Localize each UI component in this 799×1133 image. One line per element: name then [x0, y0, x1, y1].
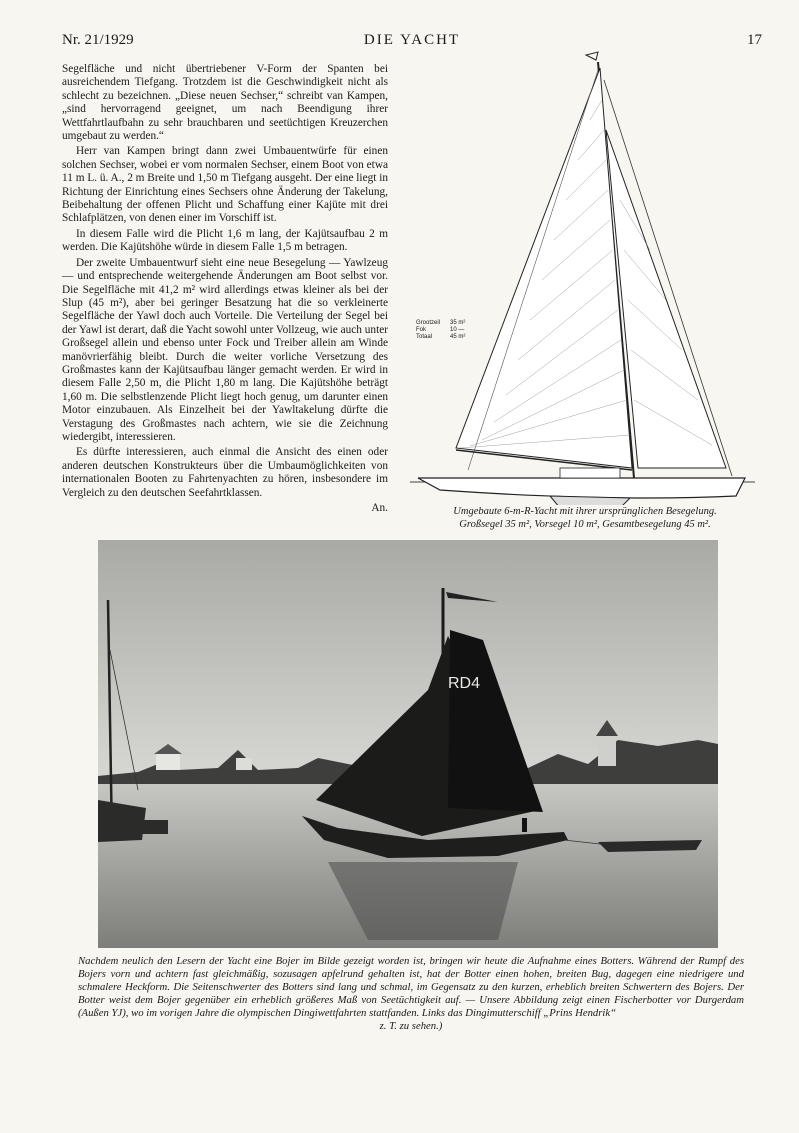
pennant [586, 52, 598, 60]
church-tower [598, 736, 616, 766]
cabin [560, 468, 620, 478]
article-paragraph: Der zweite Umbauentwurf sieht eine neue Besegelung — Yawlzeug — und entsprechende weitergehende Änderungen am Boot selbst vor. Die Segelfläche mit 41,2 m² wird allerdings etwas kleiner als bei der Slup (45 m²), aber bei geringer Besatzung hat die so verkleinerte Segelfläche der Yawl doch auch Vorteile. Die Verteilung der Segel bei der Yawl ist derart, daß die Yacht sowohl unter Vollzeug, wie auch unter Großsegel allein und ebenso unter Fock und Treiber allein am Winde manövrierfähig bleibt. Durch die weiter vorliche Versetzung des Großmastes kann der Kajütsaufbau länger gemacht werden. Er wird in diesem Falle 2,50 m, die Plicht 1,80 m lang. Die Kajütshöhe beträgt 1,60 m. Die selbstlenzende Plicht liegt hoch genug, um darunter einen Motor einzubauen. Als Einzelheit bei der Yawltakelung dürfte die Verstagung des Großmastes nach achtern, wie sie die Zeichnung wiedergibt, interessieren. [62, 256, 388, 443]
botter-photo [98, 540, 718, 948]
house [236, 758, 252, 770]
legend-row: Totaal 45 m² [416, 334, 466, 340]
sail-plan-drawing [410, 50, 760, 505]
legend-row: Grootzeil 35 m² [416, 320, 466, 326]
sail-number: RD4 [448, 675, 481, 692]
botter-photo-svg [98, 540, 718, 948]
house [156, 754, 180, 770]
crew-figure [522, 818, 527, 832]
article-signature: An. [371, 502, 388, 514]
small-boat [142, 820, 168, 834]
article-paragraph: Herr van Kampen bringt dann zwei Umbauentwürfe für einen solchen Sechser, wobei er vom normalen Sechser, einem Boot von etwa 11 m L. ü. A., 2 m Breite und 1,50 m Tiefgang ausgeht. Der eine liegt in Richtung der Einrichtung eines Sechsers ohne Änderung der Takelung, Beibehaltung der offenen Plicht und Schaffung einer Kajüte mit drei Schlafplätzen, von denen einer im Vorschiff ist. [62, 145, 388, 225]
sail-area-legend [416, 320, 465, 341]
magazine-title: DIE YACHT [363, 32, 461, 48]
sail-plan-svg [410, 50, 760, 505]
hull [418, 478, 745, 498]
article-paragraph: Es dürfte interessieren, auch einmal die Ansicht des einen oder anderen deutschen Konstrukteurs über die Umbaumöglichkeiten von internationalen Booten zu Fahrtenyachten zu hören, insbesondere im Vergleich zu den deutschen Seefahrtklassen. [62, 446, 388, 499]
article-paragraph: Segelfläche und nicht übertriebener V-Form der Spanten bei ausreichendem Tiefgang. Trotzdem ist die Geschwindigkeit nicht als schlecht zu bezeichnen. „Diese neuen Sechser,“ schreibt van Kampen, „sind hervorragend geeignet, um nach Beendigung ihrer Wettfahrtlaufbahn zu sehr brauchbaren und seetüchtigen Kreuzerchen umgebaut zu werden.“ [62, 63, 388, 143]
legend-row: Fok 10 — [416, 327, 465, 333]
keel [550, 496, 630, 505]
photo-caption: Nachdem neulich den Lesern der Yacht eine Bojer im Bilde gezeigt worden ist, bringen wir heute die Aufnahme eines Botters. Während der Rumpf des Bojers vorn und achtern fast gleichmäßig, sozusagen apfelrund gehalten ist, hat der Botter einen hohen, breiten Bug, dagegen eine niedrigere und schmalere Heckform. Die Seitenschwerter des Botters sind lang und schmal, im Gegensatz zu den kurzen, erheblich breiten Schwertern des Bojers. Der Botter weist dem Bojer gegenüber ein erheblich größeres Maß von Seetüchtigkeit auf. — Unsere Abbildung zeigt einen Fischerbotter vor Durgerdam (Außen YJ), wo im vorigen Jahre die olympischen Dingiwettfahrten stattfanden. Links das Dingimutterschiff „Prins Hendrik“ z. T. zu sehen.) [78, 955, 744, 1032]
article-paragraph: In diesem Falle wird die Plicht 1,6 m lang, der Kajütsaufbau 2 m werden. Die Kajütshöhe würde in diesem Falle 1,5 m betragen. [62, 227, 388, 254]
towed-dinghy [598, 840, 702, 852]
page-header [62, 32, 762, 52]
page-number: 17 [747, 32, 762, 48]
mainsail [456, 68, 632, 468]
drawing-caption: Umgebaute 6-m-R-Yacht mit ihrer ursprünglichen Besegelung. Großsegel 35 m², Vorsegel 10 m², Gesamtbesegelung 45 m². [453, 506, 717, 530]
article-column [62, 63, 388, 515]
issue-number: Nr. 21/1929 [62, 32, 134, 48]
